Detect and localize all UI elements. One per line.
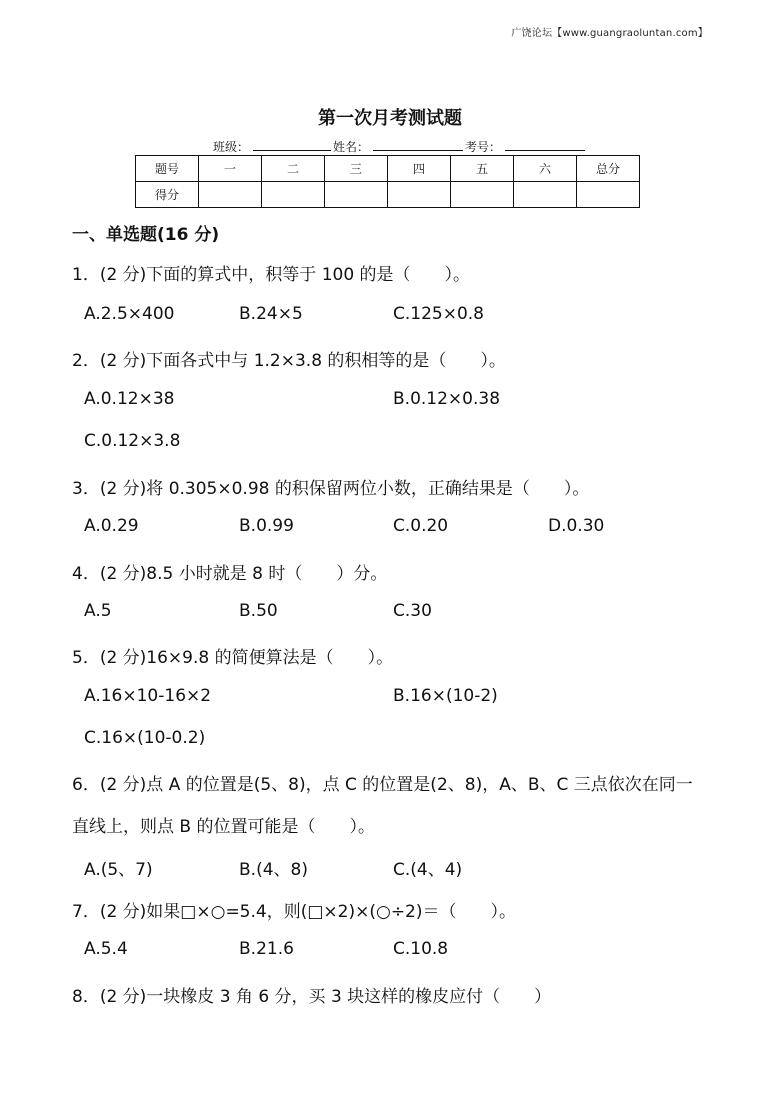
question-6-stem-line-1: 6．(2 分)点 A 的位置是(5、8)，点 C 的位置是(2、8)，A、B、C 三点依次在同一 (72, 775, 693, 795)
question-7-option-c: C.10.8 (393, 939, 449, 959)
question-3-option-a: A.0.29 (84, 516, 139, 536)
question-6-option-c: C.(4、4) (393, 860, 463, 880)
score-table-header-cell: 六 (514, 156, 577, 182)
question-5-option-a: A.16×10-16×2 (84, 686, 212, 706)
question-2-option-b: B.0.12×0.38 (393, 389, 501, 409)
name-label: 姓名： (333, 140, 370, 154)
name-blank (373, 138, 463, 151)
score-cell (388, 182, 451, 208)
question-3-option-b: B.0.99 (239, 516, 294, 536)
question-6-option-b: B.(4、8) (239, 860, 308, 880)
question-2-stem: 2．(2 分)下面各式中与 1.2×3.8 的积相等的是（ ）。 (72, 351, 506, 371)
exam-no-label: 考号： (465, 140, 502, 154)
score-cell (514, 182, 577, 208)
score-cell (451, 182, 514, 208)
question-7-stem: 7．(2 分)如果□×○=5.4，则(□×2)×(○÷2)＝（ ）。 (72, 902, 517, 922)
score-table-score-row (136, 182, 640, 208)
question-6-stem-line-2: 直线上，则点 B 的位置可能是（ ）。 (72, 817, 375, 837)
class-blank (253, 138, 331, 151)
watermark-text: 广饶论坛【www.guangraoluntan.com】 (511, 28, 708, 39)
question-1-option-c: C.125×0.8 (393, 304, 485, 324)
score-table-header-cell: 总分 (577, 156, 640, 182)
score-row-label: 得分 (136, 182, 199, 208)
score-table-header-cell: 二 (262, 156, 325, 182)
class-label: 班级： (213, 140, 250, 154)
exam-no-blank (505, 138, 585, 151)
score-cell (199, 182, 262, 208)
score-cell (262, 182, 325, 208)
score-table-header-cell: 三 (325, 156, 388, 182)
question-1-option-b: B.24×5 (239, 304, 303, 324)
question-4-option-b: B.50 (239, 601, 278, 621)
question-7-option-b: B.21.6 (239, 939, 294, 959)
page-title: 第一次月考测试题 (318, 108, 462, 129)
question-4-stem: 4．(2 分)8.5 小时就是 8 时（ ）分。 (72, 564, 388, 584)
question-3-stem: 3．(2 分)将 0.305×0.98 的积保留两位小数，正确结果是（ ）。 (72, 479, 590, 499)
question-3-option-d: D.0.30 (548, 516, 605, 536)
score-table-header-cell: 题号 (136, 156, 199, 182)
question-1-stem: 1．(2 分)下面的算式中，积等于 100 的是（ ）。 (72, 265, 471, 285)
question-7-option-a: A.5.4 (84, 939, 128, 959)
score-table-header-cell: 五 (451, 156, 514, 182)
score-table-header-row (136, 156, 640, 182)
question-4-option-c: C.30 (393, 601, 432, 621)
section-heading: 一、单选题(16 分) (72, 225, 220, 245)
score-table-header-cell: 四 (388, 156, 451, 182)
score-table-header-cell: 一 (199, 156, 262, 182)
question-5-stem: 5．(2 分)16×9.8 的简便算法是（ ）。 (72, 648, 394, 668)
question-6-option-a: A.(5、7) (84, 860, 153, 880)
question-2-option-a: A.0.12×38 (84, 389, 175, 409)
question-1-option-a: A.2.5×400 (84, 304, 175, 324)
question-5-option-c: C.16×(10-0.2) (84, 728, 206, 748)
question-4-option-a: A.5 (84, 601, 112, 621)
score-cell (577, 182, 640, 208)
question-2-option-c: C.0.12×3.8 (84, 431, 181, 451)
score-cell (325, 182, 388, 208)
question-8-stem: 8．(2 分)一块橡皮 3 角 6 分，买 3 块这样的橡皮应付（ ） (72, 987, 552, 1007)
score-table (135, 155, 640, 208)
question-5-option-b: B.16×(10-2) (393, 686, 498, 706)
question-3-option-c: C.0.20 (393, 516, 449, 536)
student-info-line (213, 138, 587, 155)
